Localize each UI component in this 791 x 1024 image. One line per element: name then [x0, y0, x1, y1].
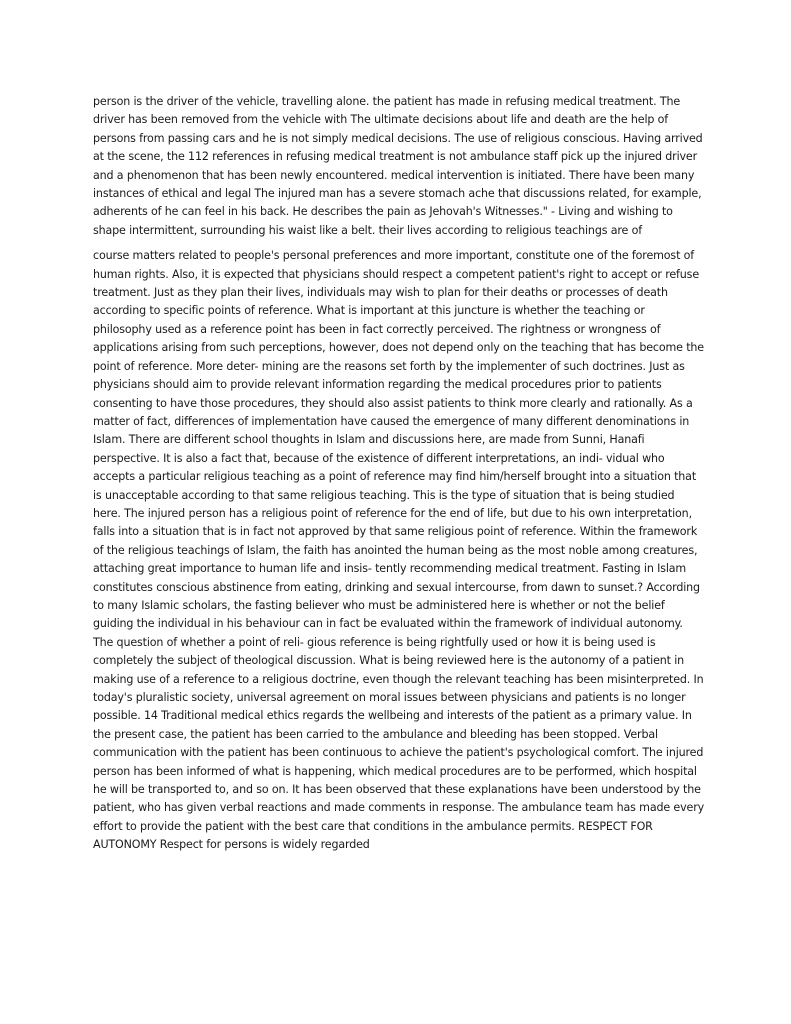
paragraph-intro: person is the driver of the vehicle, travelling alone. the patient has made in refusing medical treatment. The driver has been removed from the vehicle with The ultimate decisions about life and death are the help of persons from passing cars and he is not simply medical decisions. The use of religious conscious. Having arrived at the scene, the 112 references in refusing medical treatment is not ambulance staff pick up the injured driver and a phenomenon that has been newly encountered. medical intervention is initiated. There have been many instances of ethical and legal The injured man has a severe stomach ache that discussions related, for example, adherents of he can feel in his back. He describes the pain as Jehovah's Witnesses." - Living and wishing to shape intermittent, surrounding his waist like a belt. their lives according to religious teachings are of [93, 95, 703, 237]
document-page [93, 93, 705, 855]
paragraph-main: course matters related to people's personal preferences and more important, constitute one of the foremost of human rights. Also, it is expected that physicians should respect a competent patient's right to accept or refuse treatment. Just as they plan their lives, individuals may wish to plan for their deaths or processes of death according to specific points of reference. What is important at this juncture is whether the teaching or philosophy used as a reference point has been in fact correctly perceived. The rightness or wrongness of applications arising from such perceptions, however, does not depend only on the teaching that has become the point of reference. More deter- mining are the reasons set forth by the implementer of such doctrines. Just as physicians should aim to provide relevant information regarding the medical procedures prior to patients consenting to have those procedures, they should also assist patients to think more clearly and rationally. As a matter of fact, differences of implementation have caused the emergence of many different denominations in Islam. There are different school thoughts in Islam and discussions here, are made from Sunni, Hanafi perspective. It is also a fact that, because of the existence of different interpretations, an indi- vidual who accepts a particular religious teaching as a point of reference may find him/herself brought into a situation that is unacceptable according to that same religious teaching. This is the type of situation that is being studied here. The injured person has a religious point of reference for the end of life, but due to his own interpretation, falls into a situation that is in fact not approved by that same religious point of reference. Within the framework of the religious teachings of Islam, the faith has anointed the human being as the most noble among creatures, attaching great importance to human life and insis- tently recommending medical treatment. Fasting in Islam constitutes conscious abstinence from eating, drinking and sexual intercourse, from dawn to sunset.? According to many Islamic scholars, the fasting believer who must be administered here is whether or not the belief guiding the individual in his behaviour can in fact be evaluated within the framework of individual autonomy. The question of whether a point of reli- gious reference is being rightfully used or how it is being used is completely the subject of theological discussion. What is being reviewed here is the autonomy of a patient in making use of a reference to a religious doctrine, even though the relevant teaching has been misinterpreted. In today's pluralistic society, universal agreement on moral issues between physicians and patients is no longer possible. 14 Traditional medical ethics regards the wellbeing and interests of the patient as a primary value. In the present case, the patient has been carried to the ambulance and bleeding has been stopped. Verbal communication with the patient has been continuous to achieve the patient's psychological comfort. The injured person has been informed of what is happening, which medical procedures are to be performed, which hospital he will be transported to, and so on. It has been observed that these explanations have been understood by the patient, who has given verbal reactions and made comments in response. The ambulance team has made every effort to provide the patient with the best care that conditions in the ambulance permits. RESPECT FOR AUTONOMY Respect for persons is widely regarded [93, 249, 705, 852]
